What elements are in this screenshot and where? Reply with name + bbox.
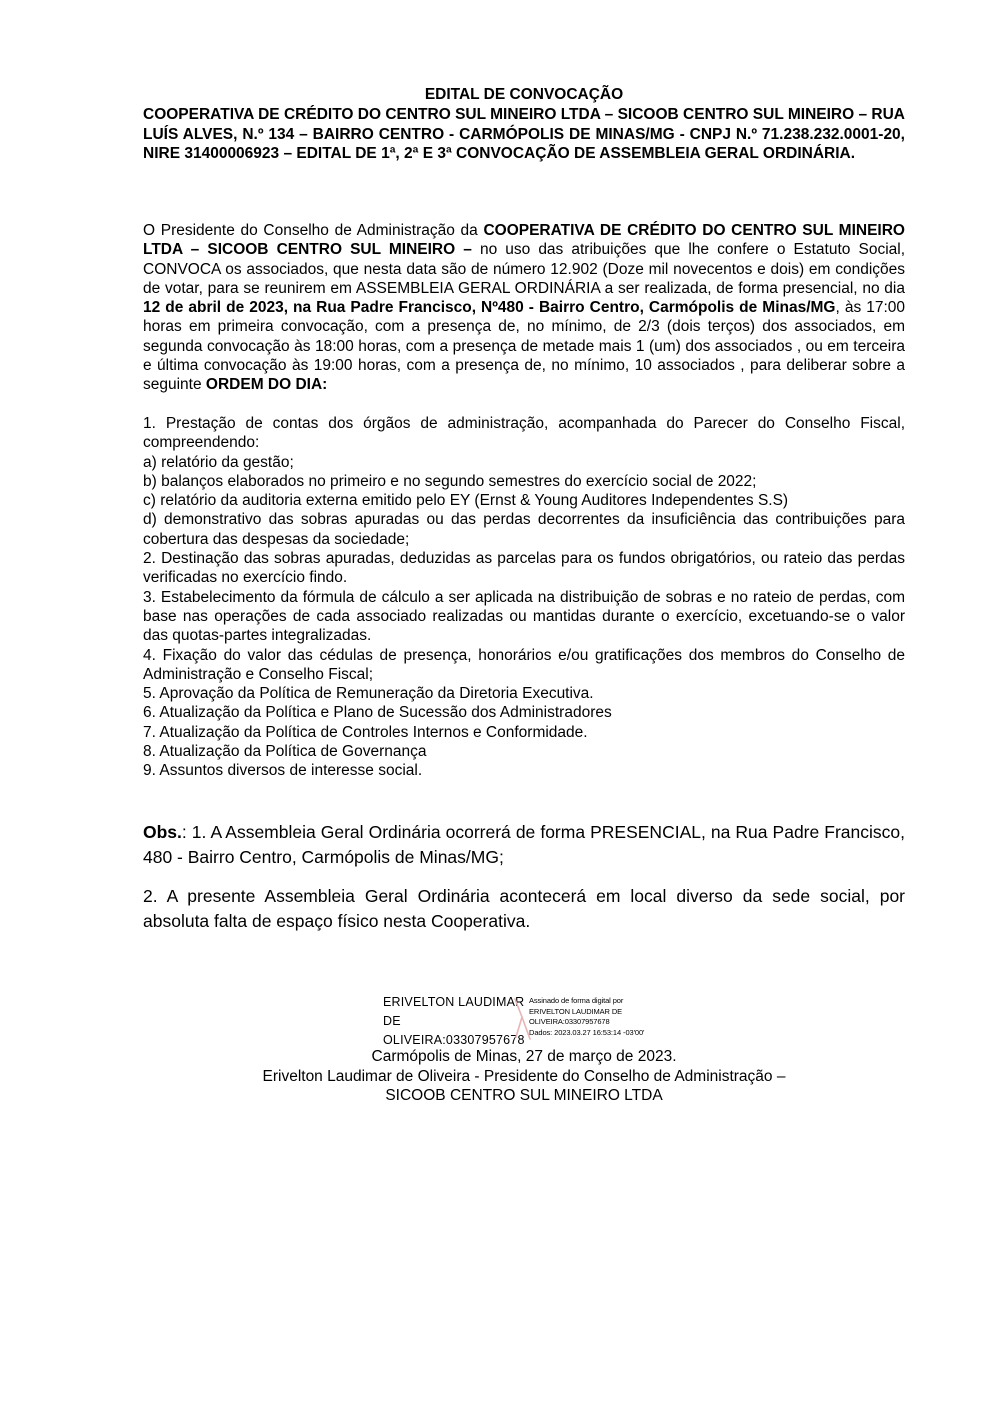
intro-text-2: no uso das atribuições que lhe confere o Estatuto Social, CONVOCA os associados, que nesta data são de número 12.902 (Doze mil novecentos e dois) em condições de votar, para se reunirem em ASSEMBLEIA GERAL ORDINÁRIA a ser realizada, de forma presencial, no dia [143, 241, 906, 297]
signature-name-line: DE [383, 1014, 401, 1028]
document-title: EDITAL DE CONVOCAÇÃO [424, 86, 624, 103]
signer-title: Erivelton Laudimar de Oliveira - Presidente do Conselho de Administração – [262, 1067, 786, 1085]
agenda-item: c) relatório da auditoria externa emitido pelo EY (Ernst & Young Auditores Independentes S.S) [143, 492, 789, 510]
intro-text-3: , às 17:00 horas em primeira convocação, com a presença de, no mínimo, de 2/3 (dois terços) dos associados, em segunda convocação às 18:00 horas, com a presença de metade mais 1 (um) dos associados , ou em terceira e última convocação às 19:00 horas, com a presença de, no mínimo, 10 associados , para deliberar sobre a seguinte [143, 299, 905, 394]
agenda-item: 4. Fixação do valor das cédulas de presença, honorários e/ou gratificações dos membros do Conselho de Administração e Conselho Fiscal; [143, 646, 905, 683]
signature-name-line: OLIVEIRA:03307957678 [383, 1033, 525, 1047]
agenda-item: 1. Prestação de contas dos órgãos de administração, acompanhada do Parecer do Conselho Fiscal, compreendendo: [143, 415, 905, 452]
signature-name-line: ERIVELTON LAUDIMAR [383, 995, 525, 1009]
agenda-item: 8. Atualização da Política de Governança [143, 743, 427, 761]
agenda-item: 6. Atualização da Política e Plano de Sucessão dos Administradores [143, 704, 612, 722]
signature-detail-line: Dados: 2023.03.27 16:53:14 -03'00' [529, 1027, 645, 1037]
observations [143, 820, 905, 948]
agenda-item: 3. Estabelecimento da fórmula de cálculo a ser aplicada na distribuição de sobras e no rateio de perdas, com base nas operações de cada associado realizadas ou mantidas durante o exercício, excetuando-se o valor das quotas-partes integralizadas. [143, 588, 905, 645]
closing-block [143, 1047, 905, 1106]
document-heading: COOPERATIVA DE CRÉDITO DO CENTRO SUL MINEIRO LTDA – SICOOB CENTRO SUL MINEIRO – RUA LUÍS ALVES, N.º 134 – BAIRRO CENTRO - CARMÓPOLIS DE MINAS/MG - CNPJ N.º 71.238.232.0001-20, NIRE 31400006923 – EDITAL DE 1ª, 2ª E 3ª CONVOCAÇÃO DE ASSEMBLEIA GERAL ORDINÁRIA. [143, 106, 905, 163]
place-date: Carmópolis de Minas, 27 de março de 2023. [371, 1048, 677, 1065]
signature-name [383, 993, 525, 1050]
intro-text-1: O Presidente do Conselho de Administração da [143, 222, 484, 239]
signature-detail-line: ERIVELTON LAUDIMAR DE [529, 1006, 623, 1016]
agenda-list [143, 414, 905, 781]
obs-item-1: : 1. A Assembleia Geral Ordinária ocorrerá de forma PRESENCIAL, na Rua Padre Francisco, 480 - Bairro Centro, Carmópolis de Minas/MG; [143, 822, 905, 867]
agenda-item: 9. Assuntos diversos de interesse social. [143, 762, 423, 780]
agenda-item: a) relatório da gestão; [143, 453, 294, 471]
agenda-item: b) balanços elaborados no primeiro e no segundo semestres do exercício social de 2022; [143, 472, 757, 490]
agenda-item: d) demonstrativo das sobras apuradas ou das perdas decorrentes da insuficiência das contribuições para cobertura das despesas da sociedade; [143, 511, 905, 548]
obs-label: Obs. [143, 822, 182, 842]
agenda-item: 5. Aprovação da Política de Remuneração da Diretoria Executiva. [143, 685, 594, 703]
intro-paragraph [143, 221, 905, 395]
organization-name: SICOOB CENTRO SUL MINEIRO LTDA [385, 1087, 663, 1105]
agenda-item: 2. Destinação das sobras apuradas, deduzidas as parcelas para os fundos obrigatórios, ou rateio das perdas verificadas no exercício findo. [143, 550, 905, 587]
signature-detail-line: OLIVEIRA:03307957678 [529, 1017, 610, 1026]
intro-bold-agenda-title: ORDEM DO DIA: [205, 376, 328, 394]
digital-signature [383, 993, 683, 1045]
intro-bold-cooperative: COOPERATIVA DE CRÉDITO DO CENTRO SUL MINEIRO LTDA – SICOOB CENTRO SUL MINEIRO – [143, 222, 905, 259]
observation-1 [143, 820, 905, 869]
agenda-item: 7. Atualização da Política de Controles Internos e Conformidade. [143, 723, 588, 741]
observation-2: 2. A presente Assembleia Geral Ordinária acontecerá em local diverso da sede social, por absoluta falta de espaço físico nesta Cooperativa. [143, 886, 905, 931]
intro-bold-date-location: 12 de abril de 2023, na Rua Padre Francisco, Nº480 - Bairro Centro, Carmópolis de Minas/MG [143, 299, 836, 317]
signature-details [529, 996, 689, 1038]
signature-detail-line: Assinado de forma digital por [529, 996, 624, 1005]
